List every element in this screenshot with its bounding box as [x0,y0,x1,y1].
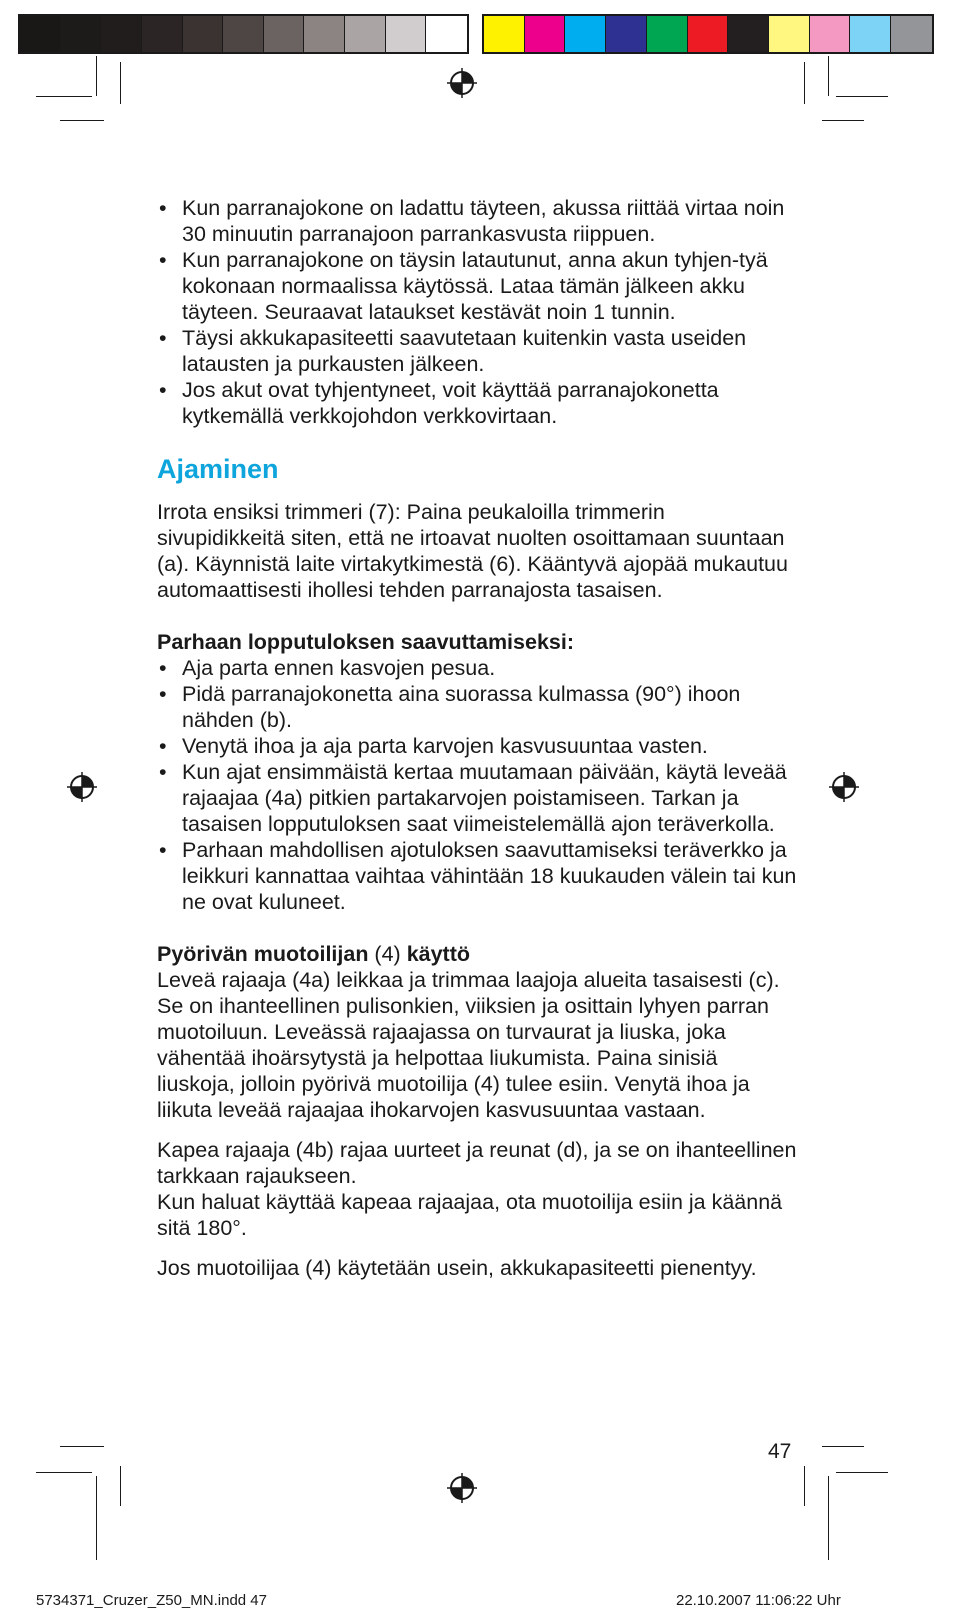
color-swatch [769,16,810,52]
gray-calibration-bar [18,14,469,54]
color-swatch [647,16,688,52]
color-swatch [223,16,264,52]
page-content [157,195,797,1281]
color-swatch [20,16,61,52]
list-item: • Kun ajat ensimmäistä kertaa muutamaan päivään, käytä leveää rajaajaa (4a) pitkien partakarvojen poistamiseen. Tarkan ja tasaisen lopputuloksen saat viimeistelemällä ajon teräverkolla. [157,759,797,837]
footer-date-slug: 22.10.2007 11:06:22 Uhr [676,1592,841,1609]
color-swatch [606,16,647,52]
color-swatch [426,16,467,52]
color-swatch [850,16,891,52]
color-swatch [484,16,525,52]
list-item: • Kun parranajokone on täysin latautunut, anna akun tyhjen-tyä kokonaan normaalissa käytössä. Lataa tämän jälkeen akku täyteen. Seuraavat lataukset kestävät noin 1 tunnin. [157,247,797,325]
footer-file-slug: 5734371_Cruzer_Z50_MN.indd 47 [36,1592,267,1609]
list-item: • Kun parranajokone on ladattu täyteen, akussa riittää virtaa noin 30 minuutin parranajoon parrankasvusta riippuen. [157,195,797,247]
color-swatch [386,16,427,52]
color-swatch [183,16,224,52]
styler-paragraph: Leveä rajaaja (4a) leikkaa ja trimmaa laajoja alueita tasaisesti (c). [157,968,780,992]
color-swatch [565,16,606,52]
styler-paragraph: Kapea rajaaja (4b) rajaa uurteet ja reunat (d), ja se on ihanteellinen tarkkaan rajaukseen. [157,1138,797,1188]
best-results-list [157,655,797,915]
page-number: 47 [768,1440,792,1463]
styler-paragraph: Jos muotoilijaa (4) käytetään usein, akkukapasiteetti pienentyy. [157,1256,757,1280]
color-swatch [142,16,183,52]
registration-mark-icon [829,772,859,802]
color-swatch [810,16,851,52]
styler-paragraph: Se on ihanteellinen pulisonkien, viiksien ja osittain lyhyen parran muotoiluun. Leveässä rajaajassa on turvaurat ja liuska, joka vähentää ihoärsytystä ja helpottaa liukumista. Paina sinisiä liuskoja, jolloin pyörivä muotoilija (4) tulee esiin. Venytä ihoa ja liikuta leveää rajaajaa ihokarvojen kasvusuuntaa vastaan. [157,994,769,1122]
color-swatch [525,16,566,52]
list-item: • Pidä parranajokonetta aina suorassa kulmassa (90°) ihoon nähden (b). [157,681,797,733]
list-item: • Jos akut ovat tyhjentyneet, voit käyttää parranajokonetta kytkemällä verkkojohdon verkkovirtaan. [157,377,797,429]
registration-mark-icon [67,772,97,802]
color-swatch [264,16,305,52]
registration-mark-icon [447,1473,477,1503]
section-heading: Ajaminen [157,454,279,484]
styler-title: Pyörivän muotoilijan (4) käyttö [157,942,471,966]
color-swatch [891,16,932,52]
color-swatch [345,16,386,52]
charging-bullet-list [157,195,797,429]
color-swatch [688,16,729,52]
color-swatch [61,16,102,52]
styler-paragraph: Kun haluat käyttää kapeaa rajaajaa, ota muotoilija esiin ja käännä sitä 180°. [157,1190,783,1240]
list-item: • Venytä ihoa ja aja parta karvojen kasvusuuntaa vasten. [157,733,797,759]
list-item: • Aja parta ennen kasvojen pesua. [157,655,797,681]
color-swatch [304,16,345,52]
intro-paragraph: Irrota ensiksi trimmeri (7): Paina peukaloilla trimmerin sivupidikkeitä siten, että ne irtoavat nuolten osoittamaan suuntaan (a). Käynnistä laite virtakytkimestä (6). Kääntyvä ajopää mukautuu automaattisesti ihollesi tehden parranajosta tasaisen. [157,500,788,602]
color-swatch [728,16,769,52]
list-item: • Parhaan mahdollisen ajotuloksen saavuttamiseksi teräverkko ja leikkuri kannattaa vaihtaa vähintään 18 kuukauden välein tai kun ne ovat kuluneet. [157,837,797,915]
color-calibration-bar [482,14,934,54]
color-swatch [101,16,142,52]
best-results-title: Parhaan lopputuloksen saavuttamiseksi: [157,630,574,654]
registration-mark-icon [447,68,477,98]
list-item: • Täysi akkukapasiteetti saavutetaan kuitenkin vasta useiden latausten ja purkausten jälkeen. [157,325,797,377]
